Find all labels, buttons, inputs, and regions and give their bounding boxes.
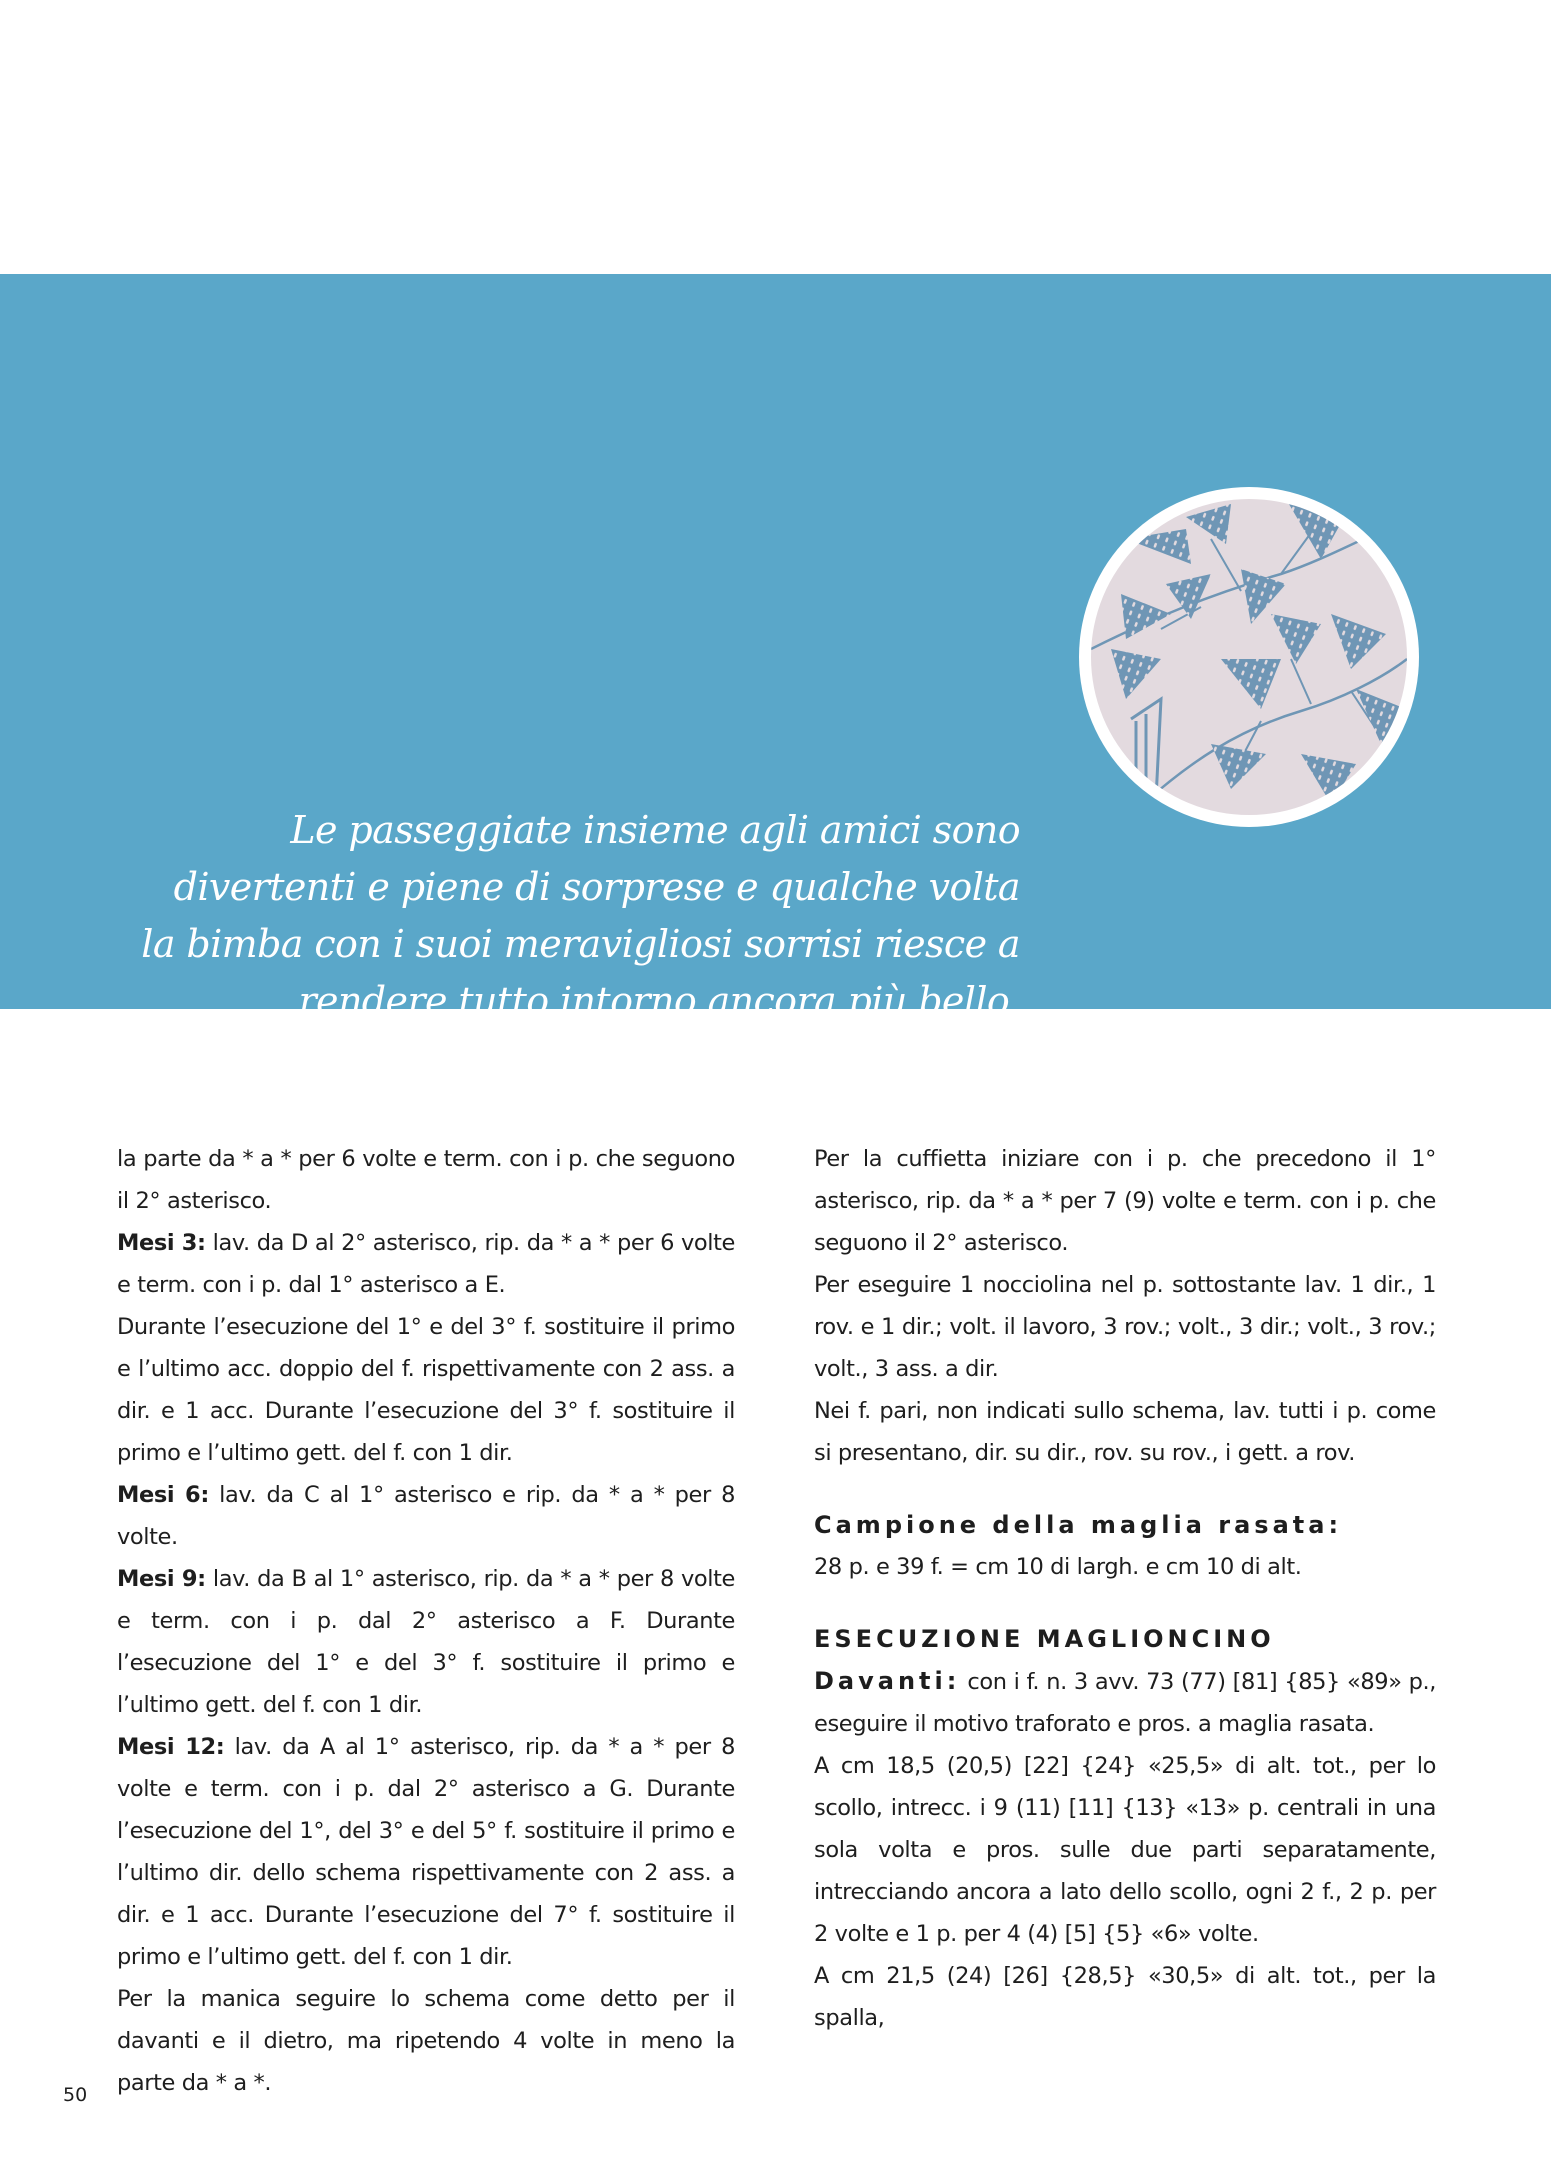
- paragraph: la parte da * a * per 6 volte e term. con i p. che seguono il 2° asterisco.: [117, 1146, 735, 1214]
- section-label: Davanti:: [814, 1667, 961, 1695]
- paragraph: Per la manica seguire lo schema come detto per il davanti e il dietro, ma ripetendo 4 volte in meno la parte da * a *.: [117, 1986, 735, 2096]
- section-heading-campione: Campione della maglia rasata:: [814, 1511, 1343, 1539]
- paragraph-mesi-9: [117, 1558, 735, 1726]
- paragraph-mesi-3: [117, 1222, 735, 1306]
- paragraph: Per la cuffietta iniziare con i p. che precedono il 1° asterisco, rip. da * a * per 7 (9) volte e term. con i p. che seguono il 2° asterisco.: [814, 1146, 1436, 1256]
- quote-line: divertenti e piene di sorprese e qualche volta: [173, 865, 1020, 909]
- size-label: Mesi 12:: [117, 1734, 225, 1760]
- quote-line: la bimba con i suoi meravigliosi sorrisi riesce a: [141, 922, 1020, 966]
- paragraph: Per eseguire 1 nocciolina nel p. sottostante lav. 1 dir., 1 rov. e 1 dir.; volt. il lavoro, 3 rov.; volt., 3 dir.; volt., 3 rov.; volt., 3 ass. a dir.: [814, 1272, 1436, 1382]
- paragraph-text: lav. da D al 2° asterisco, rip. da * a * per 6 volte e term. con i p. dal 1° asterisco a E.: [117, 1230, 735, 1298]
- paragraph-text: lav. da C al 1° asterisco e rip. da * a * per 8 volte.: [117, 1482, 735, 1550]
- section-heading-esecuzione: ESECUZIONE MAGLIONCINO: [814, 1625, 1275, 1653]
- quote-line: Le passeggiate insieme agli amici sono: [290, 808, 1020, 852]
- paragraph: Durante l’esecuzione del 1° e del 3° f. sostituire il primo e l’ultimo acc. doppio del f. rispettivamente con 2 ass. a dir. e 1 acc. Durante l’esecuzione del 3° f. sostituire il primo e l’ultimo gett. del f. con 1 dir.: [117, 1314, 735, 1466]
- paragraph-text: lav. da B al 1° asterisco, rip. da * a * per 8 volte e term. con i p. dal 2° asterisco a F. Durante l’esecuzione del 1° e del 3° f. sostituire il primo e l’ultimo gett. del f. con 1 dir.: [117, 1566, 735, 1718]
- right-text-column: [814, 1138, 1436, 2039]
- size-label: Mesi 9:: [117, 1566, 206, 1592]
- fabric-swatch-circle: [1079, 487, 1419, 827]
- paragraph-text: lav. da A al 1° asterisco, rip. da * a * per 8 volte e term. con i p. dal 2° asterisco a G. Durante l’esecuzione del 1°, del 3° e del 5° f. sostituire il primo e l’ultimo dir. dello schema rispettivamente con 2 ass. a dir. e 1 acc. Durante l’esecuzione del 7° f. sostituire il primo e l’ultimo gett. del f. con 1 dir.: [117, 1734, 735, 1970]
- quote-line: rendere tutto intorno ancora più bello.: [298, 979, 1020, 1023]
- paragraph-mesi-12: [117, 1726, 735, 1978]
- paragraph: A cm 18,5 (20,5) [22] {24} «25,5» di alt. tot., per lo scollo, intrecc. i 9 (11) [11] {13} «13» p. centrali in una sola volta e pros. sulle due parti separatamente, intrecciando ancora a lato dello scollo, ogni 2 f., 2 p. per 2 volte e 1 p. per 4 (4) [5] {5} «6» volte.: [814, 1753, 1436, 1947]
- page-number: 50: [63, 2084, 88, 2106]
- pull-quote: [120, 802, 1020, 1030]
- fan-leaf-pattern-icon: [1091, 499, 1407, 815]
- paragraph-davanti: [814, 1660, 1436, 1745]
- size-label: Mesi 6:: [117, 1482, 209, 1508]
- paragraph-mesi-6: [117, 1474, 735, 1558]
- paragraph: Nei f. pari, non indicati sullo schema, lav. tutti i p. come si presentano, dir. su dir., rov. su rov., i gett. a rov.: [814, 1398, 1436, 1466]
- left-text-column: [117, 1138, 735, 2104]
- paragraph: 28 p. e 39 f. = cm 10 di largh. e cm 10 di alt.: [814, 1554, 1302, 1580]
- paragraph-text: con i f. n. 3 avv. 73 (77) [81] {85} «89» p., eseguire il motivo traforato e pros. a maglia rasata.: [814, 1669, 1436, 1737]
- size-label: Mesi 3:: [117, 1230, 206, 1256]
- paragraph: A cm 21,5 (24) [26] {28,5} «30,5» di alt. tot., per la spalla,: [814, 1963, 1436, 2031]
